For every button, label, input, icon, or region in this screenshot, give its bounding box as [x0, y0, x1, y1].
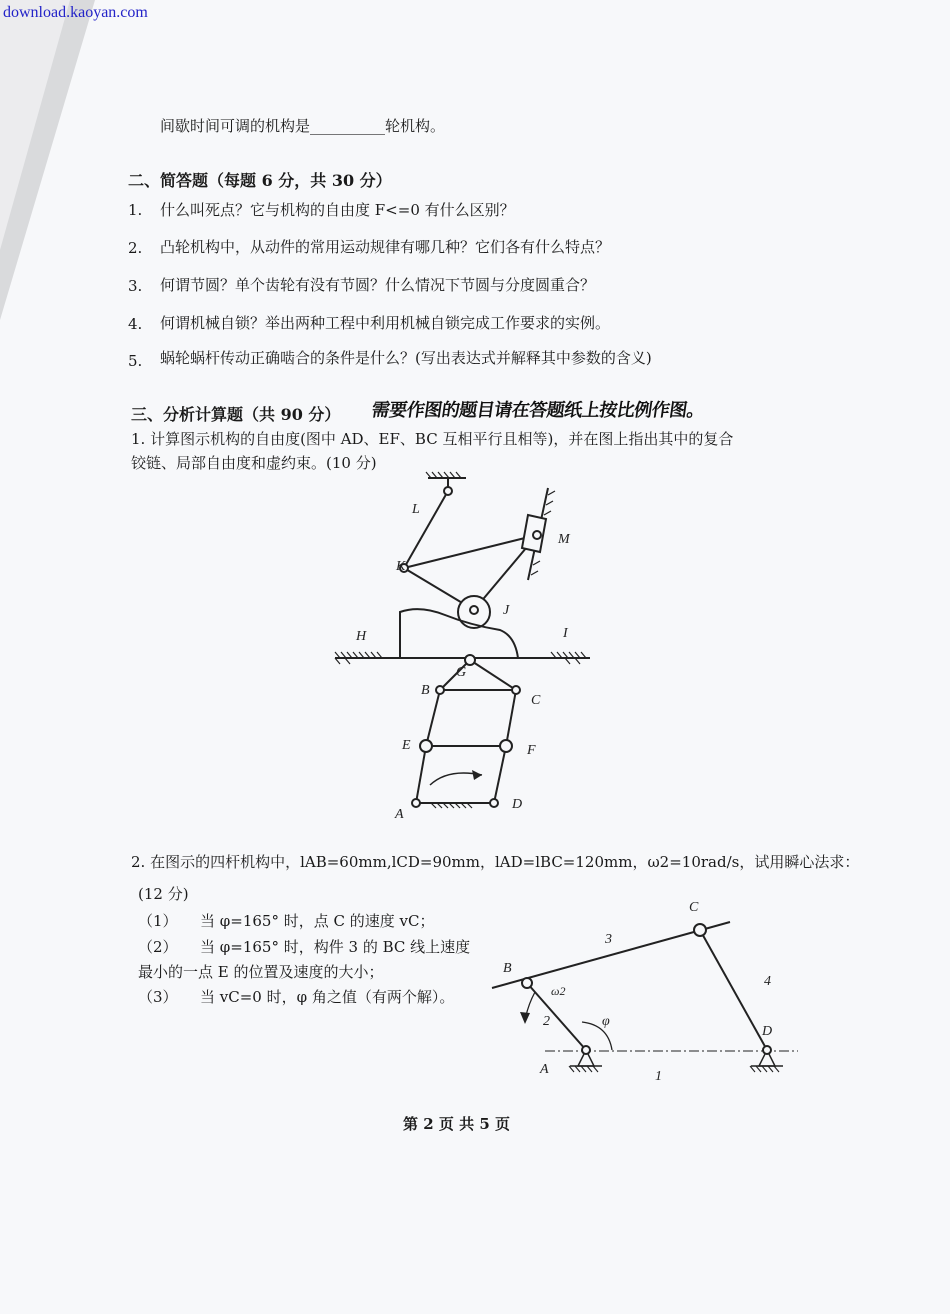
- fig1-label-I: I: [563, 626, 568, 641]
- section2-title: 二、简答题（每题 6 分，共 30 分）: [128, 171, 392, 190]
- q1-text: 什么叫死点？它与机构的自由度 F<=0 有什么区别？: [160, 201, 515, 219]
- q5-number: 5.: [128, 352, 143, 370]
- fig2-label-A: A: [540, 1062, 549, 1077]
- fig1-label-H: H: [356, 629, 367, 644]
- intro-line: 间歇时间可调的机构是__________轮机构。: [160, 117, 446, 135]
- s3-q2-score: (12 分): [138, 885, 189, 903]
- fig2-link-2: 2: [543, 1014, 550, 1029]
- q2-item2-text: 当 φ=165° 时，构件 3 的 BC 线上速度: [200, 938, 471, 956]
- fig1-label-F: F: [527, 743, 536, 758]
- handwritten-note: 需要作图的题目请在答题纸上按比例作图。: [370, 400, 706, 421]
- s3-q2-line1: 2. 在图示的四杆机构中，lAB=60mm,lCD=90mm，lAD=lBC=120mm，ω2=10rad/s，试用瞬心法求：: [131, 853, 860, 871]
- q3-number: 3.: [128, 277, 143, 295]
- fig1-label-E: E: [402, 738, 411, 753]
- fig1-label-A: A: [395, 807, 404, 822]
- q1-number: 1.: [128, 201, 143, 219]
- fig2-omega: ω2: [551, 984, 566, 998]
- s3-q1-line2: 铰链、局部自由度和虚约束。(10 分): [131, 454, 377, 472]
- q2-number: 2.: [128, 239, 143, 257]
- section3-title: 三、分析计算题（共 90 分）: [131, 405, 341, 424]
- fig1-label-D: D: [512, 797, 523, 812]
- fig1-label-G: G: [456, 665, 467, 680]
- fig2-link-3: 3: [605, 932, 612, 947]
- watermark[interactable]: download.kaoyan.com: [3, 4, 148, 21]
- q2-text: 凸轮机构中，从动件的常用运动规律有哪几种？它们各有什么特点？: [160, 238, 611, 256]
- fig2-label-D: D: [762, 1024, 773, 1039]
- fig2-link-4: 4: [764, 974, 771, 989]
- page-footer: 第 2 页 共 5 页: [403, 1115, 510, 1133]
- q2-item1-num: （1）: [138, 912, 178, 930]
- fig1-label-C: C: [531, 693, 541, 708]
- q5-text: 蜗轮蜗杆传动正确啮合的条件是什么？(写出表达式并解释其中参数的含义): [160, 349, 652, 367]
- q4-text: 何谓机械自锁？举出两种工程中利用机械自锁完成工作要求的实例。: [160, 314, 611, 332]
- fig1-label-L: L: [412, 502, 420, 517]
- q2-item1-text: 当 φ=165° 时，点 C 的速度 vC；: [200, 912, 435, 930]
- q2-item2-cont: 最小的一点 E 的位置及速度的大小；: [138, 963, 384, 981]
- fig1-label-B: B: [421, 683, 430, 698]
- s3-q1-line1: 1. 计算图示机构的自由度(图中 AD、EF、BC 互相平行且相等)，并在图上指出其中的复合: [131, 430, 734, 448]
- fig1-label-J: J: [503, 603, 510, 618]
- q2-item2-num: （2）: [138, 938, 178, 956]
- q4-number: 4.: [128, 315, 143, 333]
- q3-text: 何谓节圆？单个齿轮有没有节圆？什么情况下节圆与分度圆重合？: [160, 276, 596, 294]
- fig2-label-C: C: [689, 900, 699, 915]
- fig2-phi: φ: [602, 1014, 610, 1029]
- fig1-label-M: M: [558, 532, 570, 547]
- q2-item3-text: 当 vC=0 时，φ 角之值（有两个解）。: [200, 988, 455, 1006]
- fig2-label-B: B: [503, 961, 512, 976]
- fig2-link-1: 1: [655, 1069, 662, 1084]
- q2-item3-num: （3）: [138, 988, 178, 1006]
- fig1-label-K: K: [396, 559, 406, 574]
